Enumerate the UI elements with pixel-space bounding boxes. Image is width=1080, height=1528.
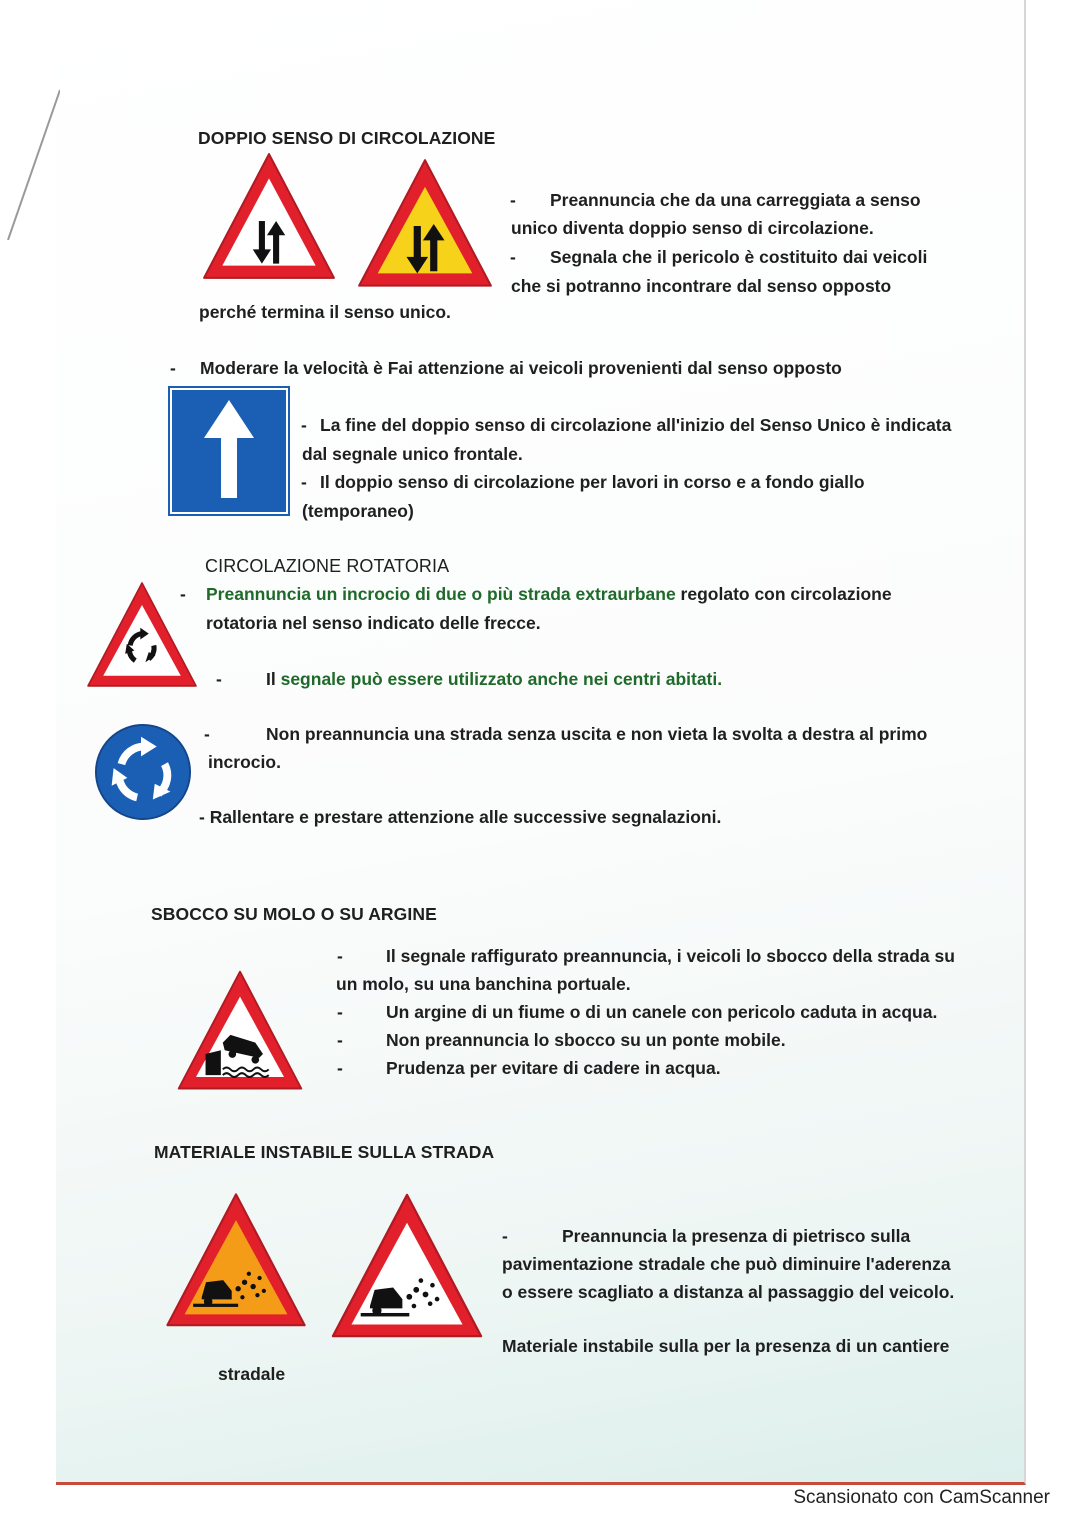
bullet-dash: -	[337, 1058, 343, 1078]
scanner-watermark: Scansionato con CamScanner	[793, 1487, 1050, 1508]
doppio-line-8: dal segnale unico frontale.	[302, 444, 523, 464]
bullet-dash: -	[301, 415, 307, 435]
bullet-dash: -	[510, 190, 516, 210]
materiale-line-5: stradale	[218, 1364, 286, 1384]
molo-line-3: Un argine di un fiume o di un canele con pericolo caduta in acqua.	[386, 1002, 938, 1022]
bullet-dash: -	[301, 472, 307, 492]
one-way-sign	[168, 386, 290, 516]
bullet-dash: -	[337, 1030, 343, 1050]
bullet-dash: -	[170, 358, 176, 378]
bullet-dash: -	[510, 247, 516, 267]
loose-gravel-sign-white	[322, 1188, 492, 1350]
rotatoria-line-3-prefix: Il	[266, 669, 281, 689]
rotatoria-line-3	[266, 665, 722, 693]
bullet-dash: -	[180, 584, 186, 604]
doppio-line-7: La fine del doppio senso di circolazione all'inizio del Senso Unico è indicata	[320, 415, 952, 435]
materiale-line-1: Preannuncia la presenza di pietrisco sulla	[562, 1226, 911, 1246]
two-way-traffic-sign-white	[198, 148, 340, 290]
doppio-line-2: unico diventa doppio senso di circolazione.	[511, 218, 874, 238]
bullet-dash: -	[337, 1002, 343, 1022]
heading-materiale-instabile: MATERIALE INSTABILE SULLA STRADA	[154, 1142, 495, 1162]
heading-sbocco-molo: SBOCCO SU MOLO O SU ARGINE	[151, 904, 437, 924]
bullet-dash: -	[216, 669, 222, 689]
molo-line-1: Il segnale raffigurato preannuncia, i veicoli lo sbocco della strada su	[386, 946, 955, 966]
bullet-dash: -	[502, 1226, 508, 1246]
bullet-dash: -	[204, 724, 210, 744]
doppio-line-4: che si potranno incontrare dal senso opposto	[511, 276, 892, 296]
heading-rotatoria: CIRCOLAZIONE ROTATORIA	[205, 556, 450, 576]
rotatoria-line-1	[206, 580, 892, 608]
doppio-line-9: Il doppio senso di circolazione per lavori in corso e a fondo giallo	[320, 472, 865, 492]
rotatoria-line-2: rotatoria nel senso indicato delle frecce.	[206, 613, 541, 633]
page-edge-shadow	[0, 0, 60, 240]
molo-line-2: un molo, su una banchina portuale.	[336, 974, 631, 994]
rotatoria-line-3-highlight: segnale può essere utilizzato anche nei centri abitati.	[280, 669, 723, 689]
molo-line-5: Prudenza per evitare di cadere in acqua.	[386, 1058, 721, 1078]
materiale-line-4: Materiale instabile sulla per la presenza di un cantiere	[502, 1336, 950, 1356]
heading-doppio-senso: DOPPIO SENSO DI CIRCOLAZIONE	[198, 128, 496, 148]
doppio-line-1: Preannuncia che da una carreggiata a senso	[550, 190, 921, 210]
rotatoria-line-4: Non preannuncia una strada senza uscita e non vieta la svolta a destra al primo	[266, 724, 928, 744]
bullet-dash: -	[337, 946, 343, 966]
roundabout-mandatory-sign	[94, 722, 192, 822]
doppio-line-10: (temporaneo)	[302, 501, 414, 521]
doppio-line-3: Segnala che il pericolo è costituito dai veicoli	[550, 247, 928, 267]
rotatoria-line-1-rest: regolato con circolazione	[675, 584, 892, 604]
rotatoria-line-6: - Rallentare e prestare attenzione alle successive segnalazioni.	[199, 807, 722, 827]
materiale-line-2: pavimentazione stradale che può diminuire l'aderenza	[502, 1254, 951, 1274]
rotatoria-line-1-highlight: Preannuncia un incrocio di due o più strada extraurbane	[206, 584, 676, 604]
molo-line-4: Non preannuncia lo sbocco su un ponte mobile.	[386, 1030, 786, 1050]
two-way-traffic-sign-yellow	[352, 154, 498, 298]
quay-embankment-sign	[170, 966, 310, 1100]
loose-gravel-sign-orange	[158, 1188, 314, 1338]
doppio-line-5: perché termina il senso unico.	[199, 302, 451, 322]
doppio-line-6: Moderare la velocità è Fai attenzione ai veicoli provenienti dal senso opposto	[200, 358, 842, 378]
materiale-line-3: o essere scagliato a distanza al passaggio del veicolo.	[502, 1282, 955, 1302]
rotatoria-line-5: incrocio.	[208, 752, 281, 772]
